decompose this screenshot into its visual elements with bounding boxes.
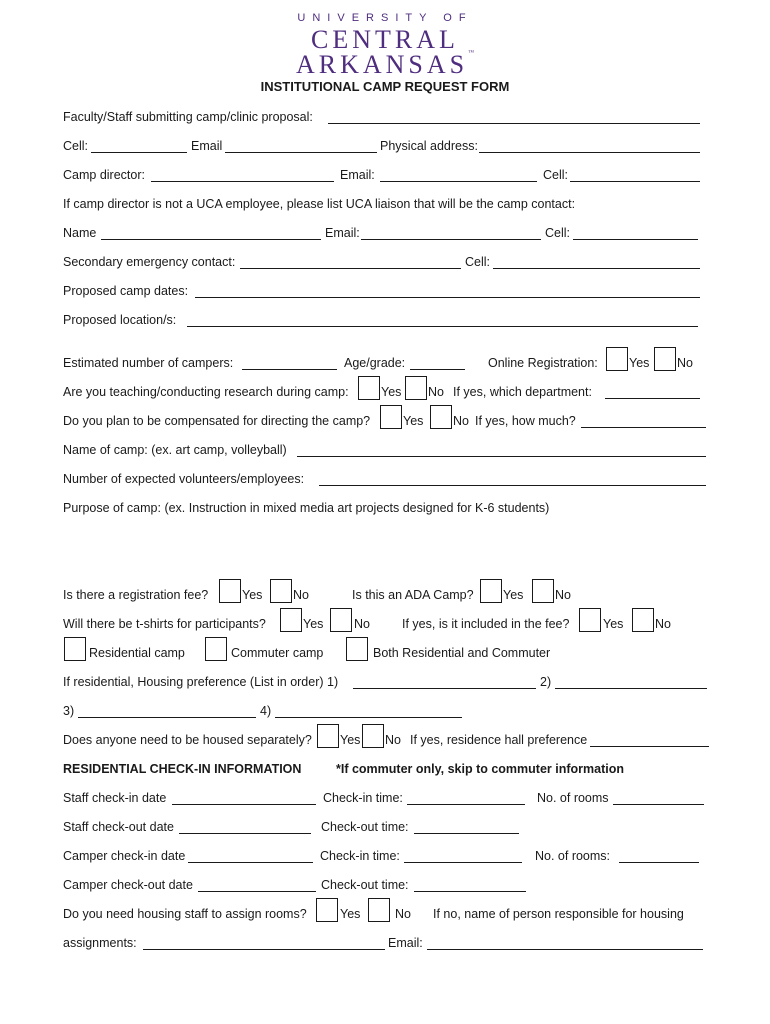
label-ada-no: No: [555, 588, 571, 602]
label-research: Are you teaching/conducting research during camp:: [63, 385, 349, 399]
label-research-no: No: [428, 385, 444, 399]
label-ada-yes: Yes: [503, 588, 524, 602]
checkbox-included-yes[interactable]: [579, 608, 601, 632]
label-est-campers: Estimated number of campers:: [63, 356, 234, 370]
label-staff-no-rooms: No. of rooms: [537, 791, 609, 805]
row-housing-pref: [63, 671, 708, 691]
field-housing-pref-1[interactable]: [353, 688, 536, 689]
label-compensated-yes: Yes: [403, 414, 424, 428]
label-liaison-cell: Cell:: [545, 226, 571, 240]
field-camper-checkout-date[interactable]: [198, 891, 316, 892]
label-liaison-note: If camp director is not a UCA employee, please list UCA liaison that will be the camp contact:: [63, 197, 576, 211]
field-secondary-cell[interactable]: [493, 268, 700, 269]
field-which-dept[interactable]: [605, 398, 700, 399]
label-both: Both Residential and Commuter: [373, 646, 551, 660]
row-location: [63, 309, 703, 329]
row-volunteers: [63, 468, 708, 488]
label-included-fee: If yes, is it included in the fee?: [402, 617, 570, 631]
field-liaison-name[interactable]: [101, 239, 321, 240]
label-staff-checkout-time: Check-out time:: [321, 820, 409, 834]
label-how-much: If yes, how much?: [475, 414, 576, 428]
label-ada-camp: Is this an ADA Camp?: [352, 588, 474, 602]
label-housed-sep: Does anyone need to be housed separately?: [63, 733, 312, 747]
label-faculty: Faculty/Staff submitting camp/clinic proposal:: [63, 110, 313, 124]
field-director-email[interactable]: [380, 181, 537, 182]
label-physical-address: Physical address:: [380, 139, 478, 153]
row-assignments: [63, 932, 708, 952]
field-proposed-dates[interactable]: [195, 297, 700, 298]
label-camper-checkout: Camper check-out date: [63, 878, 193, 892]
checkbox-online-reg-yes[interactable]: [606, 347, 628, 371]
checkbox-compensated-yes[interactable]: [380, 405, 402, 429]
label-compensated-no: No: [453, 414, 469, 428]
checkbox-compensated-no[interactable]: [430, 405, 452, 429]
row-staff-checkout: [63, 816, 703, 836]
row-campers: [63, 352, 703, 372]
field-age-grade[interactable]: [410, 369, 465, 370]
label-volunteers: Number of expected volunteers/employees:: [63, 472, 305, 486]
checkbox-commuter[interactable]: [205, 637, 227, 661]
row-housed-separately: [63, 729, 711, 749]
row-liaison: [63, 222, 703, 242]
label-pref-3: 3): [63, 704, 75, 718]
row-housing-staff: [63, 903, 703, 923]
field-liaison-email[interactable]: [361, 239, 541, 240]
label-tshirts: Will there be t-shirts for participants?: [63, 617, 266, 631]
field-camper-no-rooms[interactable]: [619, 862, 699, 863]
row-tshirts: [63, 613, 703, 633]
field-housing-pref-2[interactable]: [555, 688, 707, 689]
field-secondary-contact[interactable]: [240, 268, 461, 269]
label-staff-checkin-time: Check-in time:: [323, 791, 403, 805]
label-camp-director: Camp director:: [63, 168, 145, 182]
label-camper-no-rooms: No. of rooms:: [535, 849, 611, 863]
label-assignments-email: Email:: [388, 936, 423, 950]
label-reg-fee: Is there a registration fee?: [63, 588, 209, 602]
checkbox-research-yes[interactable]: [358, 376, 380, 400]
label-online-reg-yes: Yes: [629, 356, 650, 370]
checkbox-online-reg-no[interactable]: [654, 347, 676, 371]
row-compensated: [63, 410, 708, 430]
label-age-grade: Age/grade:: [344, 356, 406, 370]
row-dates: [63, 280, 703, 300]
field-proposed-location[interactable]: [187, 326, 698, 327]
logo-university-of: UNIVERSITY OF: [297, 12, 473, 24]
field-housing-pref-4[interactable]: [275, 717, 462, 718]
field-director-cell[interactable]: [570, 181, 700, 182]
residential-checkin-heading: RESIDENTIAL CHECK-IN INFORMATION: [63, 762, 302, 776]
label-housed-sep-yes: Yes: [340, 733, 361, 747]
field-faculty[interactable]: [328, 123, 700, 124]
label-housing-staff: Do you need housing staff to assign rooms?: [63, 907, 307, 921]
checkbox-reg-fee-no[interactable]: [270, 579, 292, 603]
field-staff-checkin-date[interactable]: [172, 804, 316, 805]
label-camper-checkout-time: Check-out time:: [321, 878, 409, 892]
checkbox-both[interactable]: [346, 637, 368, 661]
label-residential: Residential camp: [89, 646, 185, 660]
label-secondary-contact: Secondary emergency contact:: [63, 255, 236, 269]
row-reg-fee: [63, 584, 703, 604]
row-residential-heading: [63, 758, 703, 778]
label-email: Email: [191, 139, 223, 153]
row-director: [63, 164, 703, 184]
label-secondary-cell: Cell:: [465, 255, 491, 269]
label-housing-pref: If residential, Housing preference (List in order) 1): [63, 675, 339, 689]
label-tshirts-yes: Yes: [303, 617, 324, 631]
field-staff-checkout-time[interactable]: [414, 833, 519, 834]
label-reg-fee-no: No: [293, 588, 309, 602]
label-staff-checkin: Staff check-in date: [63, 791, 167, 805]
checkbox-housed-sep-no[interactable]: [362, 724, 384, 748]
field-how-much[interactable]: [581, 427, 706, 428]
checkbox-residential[interactable]: [64, 637, 86, 661]
logo-arkansas: [0, 50, 770, 80]
row-purpose: [63, 497, 708, 517]
label-pref-2: 2): [540, 675, 552, 689]
field-staff-checkin-time[interactable]: [407, 804, 525, 805]
row-contact: [63, 135, 703, 155]
field-email[interactable]: [225, 152, 377, 153]
checkbox-included-no[interactable]: [632, 608, 654, 632]
logo-trademark: ™: [468, 50, 475, 56]
label-cell: Cell:: [63, 139, 89, 153]
field-physical-address[interactable]: [479, 152, 700, 153]
label-if-no-name: If no, name of person responsible for housing: [433, 907, 684, 921]
field-est-campers[interactable]: [242, 369, 337, 370]
row-housing-pref-2: [63, 700, 703, 720]
row-faculty: [63, 106, 703, 126]
label-name: Name: [63, 226, 97, 240]
logo-central: CENTRAL: [311, 25, 459, 54]
row-secondary: [63, 251, 703, 271]
field-camper-checkin-date[interactable]: [188, 862, 313, 863]
label-hall-pref: If yes, residence hall preference: [410, 733, 588, 747]
field-liaison-cell[interactable]: [573, 239, 698, 240]
field-staff-no-rooms[interactable]: [613, 804, 704, 805]
field-camp-director[interactable]: [151, 181, 334, 182]
row-camp-name: [63, 439, 708, 459]
label-camper-checkin: Camper check-in date: [63, 849, 186, 863]
label-commuter: Commuter camp: [231, 646, 324, 660]
label-liaison-email: Email:: [325, 226, 360, 240]
label-online-reg-no: No: [677, 356, 693, 370]
checkbox-tshirts-yes[interactable]: [280, 608, 302, 632]
checkbox-tshirts-no[interactable]: [330, 608, 352, 632]
label-research-yes: Yes: [381, 385, 402, 399]
row-camper-checkout: [63, 874, 703, 894]
label-assignments: assignments:: [63, 936, 137, 950]
field-camper-checkout-time[interactable]: [414, 891, 526, 892]
checkbox-research-no[interactable]: [405, 376, 427, 400]
label-tshirts-no: No: [354, 617, 370, 631]
field-hall-pref[interactable]: [590, 746, 709, 747]
label-director-email: Email:: [340, 168, 375, 182]
row-camp-type: [63, 642, 703, 662]
field-assignments-name[interactable]: [143, 949, 385, 950]
label-staff-checkout: Staff check-out date: [63, 820, 174, 834]
label-proposed-location: Proposed location/s:: [63, 313, 177, 327]
label-reg-fee-yes: Yes: [242, 588, 263, 602]
checkbox-housed-sep-yes[interactable]: [317, 724, 339, 748]
field-volunteers[interactable]: [319, 485, 706, 486]
row-camper-checkin: [63, 845, 708, 865]
field-staff-checkout-date[interactable]: [179, 833, 311, 834]
field-housing-pref-3[interactable]: [78, 717, 256, 718]
label-which-dept: If yes, which department:: [453, 385, 592, 399]
label-purpose: Purpose of camp: (ex. Instruction in mixed media art projects designed for K-6 students): [63, 501, 550, 515]
field-assignments-email[interactable]: [427, 949, 703, 950]
label-included-no: No: [655, 617, 671, 631]
form-title: INSTITUTIONAL CAMP REQUEST FORM: [260, 79, 510, 94]
field-cell[interactable]: [91, 152, 187, 153]
field-name-of-camp[interactable]: [297, 456, 706, 457]
label-housed-sep-no: No: [385, 733, 401, 747]
label-housing-staff-no: No: [395, 907, 411, 921]
label-housing-staff-yes: Yes: [340, 907, 361, 921]
label-name-of-camp: Name of camp: (ex. art camp, volleyball): [63, 443, 287, 457]
checkbox-ada-no[interactable]: [532, 579, 554, 603]
label-director-cell: Cell:: [543, 168, 569, 182]
label-pref-4: 4): [260, 704, 272, 718]
commuter-skip-note: *If commuter only, skip to commuter information: [336, 762, 624, 776]
label-online-reg: Online Registration:: [488, 356, 598, 370]
row-staff-checkin: [63, 787, 708, 807]
checkbox-ada-yes[interactable]: [480, 579, 502, 603]
label-included-yes: Yes: [603, 617, 624, 631]
checkbox-reg-fee-yes[interactable]: [219, 579, 241, 603]
row-liaison-note: [63, 193, 703, 213]
label-camper-checkin-time: Check-in time:: [320, 849, 400, 863]
label-proposed-dates: Proposed camp dates:: [63, 284, 189, 298]
label-compensated: Do you plan to be compensated for directing the camp?: [63, 414, 371, 428]
logo-arkansas-text: ARKANSAS: [295, 50, 469, 79]
row-research: [63, 381, 703, 401]
checkbox-housing-staff-yes[interactable]: [316, 898, 338, 922]
checkbox-housing-staff-no[interactable]: [368, 898, 390, 922]
field-camper-checkin-time[interactable]: [404, 862, 522, 863]
